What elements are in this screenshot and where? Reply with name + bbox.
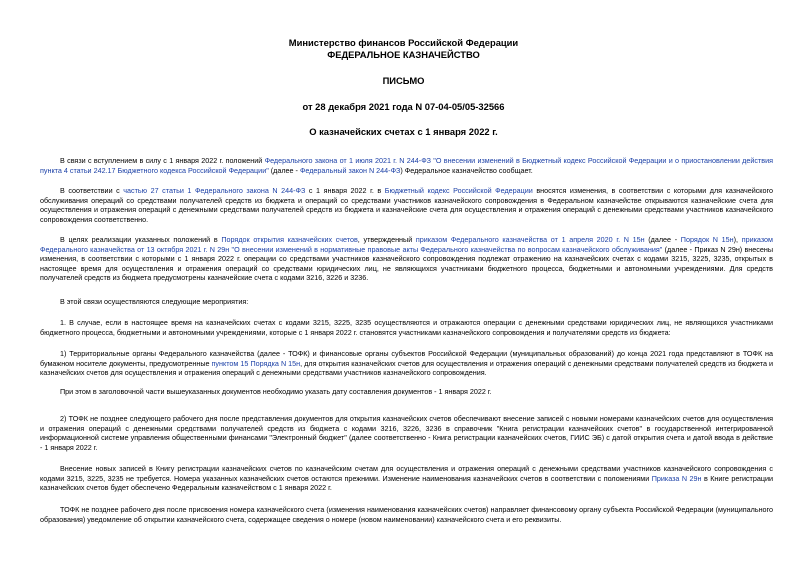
document-title: О казначейских счетах с 1 января 2022 г. — [309, 126, 498, 137]
text-run: 1) Территориальные органы Федерального казначейства (далее - ТОФК) и финансовые органы субъектов Российской Федерации (муниципальных образований) до конца 2021 года представляют в ТОФК на бумажном носителе документы, предусмотренные — [40, 349, 773, 368]
text-run: 1. В случае, если в настоящее время на казначейских счетах с кодами 3215, 3225, 3235 осуществляются и отражаются операции с денежными средствами юридических лиц, не являющихся участниками бюджетного процесса, бюджетными и автономными учреждениями, которые с 1 января 2022 г. становятся участниками казначейского сопровождения и получателями средств из бюджета: — [40, 318, 773, 337]
text-run: ) Федеральное казначейство сообщает. — [400, 165, 533, 175]
document-type: ПИСЬМО — [382, 75, 425, 86]
agency-name: ФЕДЕРАЛЬНОЕ КАЗНАЧЕЙСТВО — [327, 49, 480, 60]
text-run: В связи с вступлением в силу с 1 января 2022 г. положений — [60, 156, 265, 165]
ministry-name: Министерство финансов Российской Федерации — [288, 37, 519, 48]
legal-reference-link[interactable]: Приказа N 29н — [651, 473, 702, 483]
legal-reference-link[interactable]: частью 27 статьи 1 Федерального закона N 244-ФЗ — [123, 186, 306, 195]
legal-reference-link[interactable]: Порядок N 15н — [680, 235, 734, 244]
body-paragraph — [40, 505, 773, 524]
body-paragraph — [40, 156, 773, 175]
legal-reference-link[interactable]: Бюджетный кодекс Российской Федерации — [384, 186, 533, 195]
legal-reference-link[interactable]: Федерального закона от 1 июля 2021 г. N 244-ФЗ "О внесении изменений в Бюджетный кодекс Российской Федерации и о приостановлении действия пункта 4 статьи 242.17 Бюджетного кодекса Российской Федерации" — [40, 156, 773, 175]
document-date-number: от 28 декабря 2021 года N 07-04-05/05-32566 — [302, 101, 505, 112]
text-run: , для открытия казначейских счетов для осуществления и отражения операций с денежными средствами получателей средств из бюджета и казначейских счетов для осуществления и отражения операций с денежными средствами участников казначейского сопровождения. — [40, 358, 774, 378]
text-run: (далее - Приказ N 29н) внесены изменения, в соответствии с которыми с 1 января 2022 г. операции со средствами участников казначейского сопровождения подлежат отражению на казначейских счетах с кодами 3215, 3225, 3235, открытых в настоящее время для осуществления и отражения операций со средствами юридических лиц, не являющихся участниками бюджетного процесса, бюджетными и автономными учреждениями. Для средств получателей средств из бюджета предусмотрены казначейские счета с кодами 3216, 3226 и 3236. — [40, 244, 774, 283]
body-paragraph — [40, 297, 773, 307]
body-paragraph — [40, 235, 773, 283]
text-run: Внесение новых записей в Книгу регистрации казначейских счетов по казначейским счетам для осуществления и отражения операций с денежными средствами участников казначейского сопровождения с кодами 3215, 3225, 3235 не требуется. Номера указанных казначейских счетов остаются прежними. Изменение наименования казначейских счетов в соответствии с положениями — [40, 464, 773, 483]
text-run: с 1 января 2022 г. в — [305, 186, 385, 195]
text-run: , утвержденный — [357, 235, 416, 244]
legal-reference-link[interactable]: Порядок открытия казначейских счетов — [221, 235, 358, 244]
text-run: (далее - — [268, 165, 300, 175]
text-run: ), — [733, 235, 742, 244]
body-paragraph — [40, 387, 773, 397]
body-paragraph — [40, 186, 773, 224]
body-paragraph — [40, 464, 773, 493]
legal-reference-link[interactable]: Федеральный закон N 244-ФЗ — [299, 165, 401, 175]
body-paragraph — [40, 349, 773, 378]
text-run: ТОФК не позднее рабочего дня после присвоения номера казначейского счета (изменения наименования казначейских счетов) направляет финансовому органу субъекта Российской Федерации (муниципального образования) уведомление об открытии казначейского счета, содержащее сведения о номере (новом наименовании) казначейского счета и его реквизиты. — [40, 505, 773, 524]
text-run: В этой связи осуществляются следующие мероприятия: — [60, 297, 249, 306]
legal-reference-link[interactable]: приказом Федерального казначейства от 1 апреля 2020 г. N 15н — [415, 235, 645, 244]
text-run: При этом в заголовочной части вышеуказанных документов необходимо указать дату составления документов - 1 января 2022 г. — [60, 387, 492, 396]
text-run: 2) ТОФК не позднее следующего рабочего дня после представления документов для открытия казначейских счетов обеспечивают внесение записей с новыми номерами казначейских счетов для осуществления и отражения операций с денежными средствами получателей средств из бюджета с кодами 3216, 3226, 3236 в справочник "Книга регистрации казначейских счетов" в государственной интегрированной информационной системе управления общественными финансами "Электронный бюджет" (далее соответственно - Книга регистрации казначейских счетов, ГИИС ЭБ) с датой открытия счета и датой ввода в действие - 1 января 2022 г. — [40, 414, 773, 452]
text-run: (далее - — [644, 235, 681, 244]
text-run: В целях реализации указанных положений в — [60, 235, 222, 244]
legal-reference-link[interactable]: пунктом 15 Порядка N 15н — [211, 358, 301, 368]
body-paragraph — [40, 318, 773, 337]
body-paragraph — [40, 414, 773, 452]
text-run: вносятся изменения, в соответствии с которыми для казначейского обслуживания операций со средствами получателей средств из бюджета и операций со средствами участников казначейского сопровождения в Федеральном казначействе открываются казначейские счета для осуществления и отражения операций с денежными средствами получателей средств из бюджета и казначейские счета для осуществления и отражения операций с денежными средствами участников казначейского сопровождения соответственно. — [40, 186, 773, 224]
legal-reference-link[interactable]: приказом Федерального казначейства от 13 октября 2021 г. N 29н "О внесении изменений в нормативные правовые акты Федерального казначейства по вопросам казначейского обслуживания" — [40, 235, 773, 254]
text-run: в Книге регистрации казначейских счетов будет обеспечено Федеральным казначейством с 1 января 2022 г. — [40, 473, 773, 493]
text-run: В соответствии с — [60, 186, 124, 195]
